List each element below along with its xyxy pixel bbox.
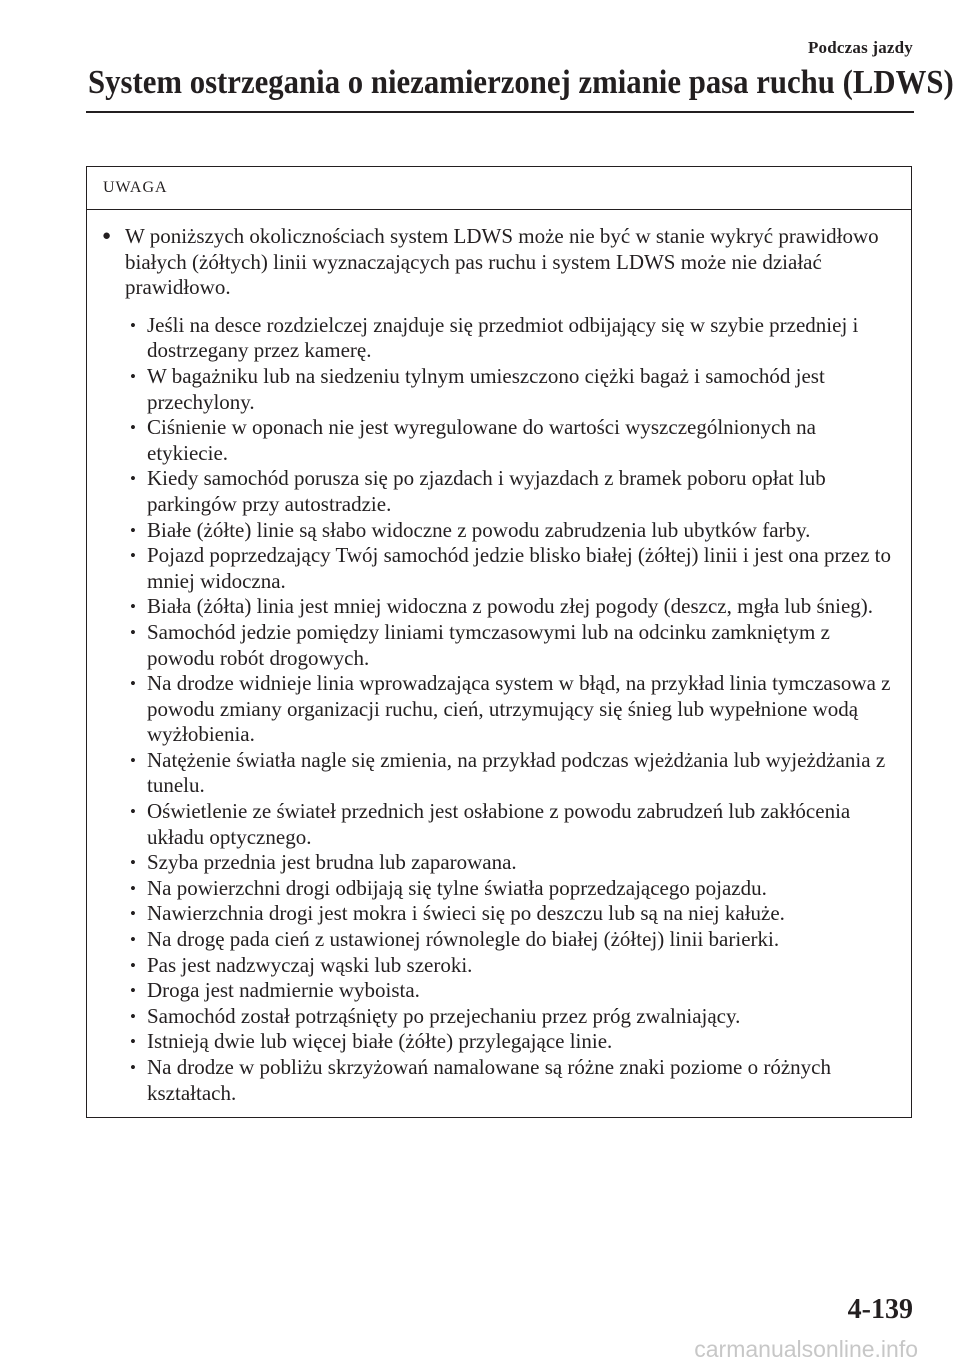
list-item-text: Istnieją dwie lub więcej białe (żółte) przylegające linie.: [147, 1029, 613, 1054]
bullet-icon: •: [130, 1058, 136, 1077]
list-item: [130, 543, 891, 594]
bullet-icon: •: [130, 1006, 136, 1026]
bullet-icon: •: [130, 546, 136, 566]
bullet-icon: •: [130, 853, 136, 873]
list-item: [130, 1029, 891, 1055]
section-label: Podczas jazdy: [807, 38, 913, 57]
list-item-text: Biała (żółta) linia jest mniej widoczna z powodu złej pogody (deszcz, mgła lub śnieg).: [147, 594, 874, 619]
bullet-icon: •: [130, 981, 136, 1001]
list-item-text: Pas jest nadzwyczaj wąski lub szeroki.: [147, 952, 473, 977]
bullet-icon: •: [130, 904, 136, 924]
list-item-text: Oświetlenie ze świateł przednich jest osłabione z powodu zabrudzeń lub zakłócenia układu optycznego.: [147, 799, 851, 849]
bullet-icon: •: [130, 418, 136, 438]
list-item: [130, 875, 891, 902]
bullet-icon: •: [130, 315, 136, 335]
list-item: [130, 799, 891, 850]
list-item: [130, 594, 891, 620]
bullet-icon: •: [130, 750, 136, 770]
list-item: [130, 952, 891, 979]
list-item: [130, 671, 891, 748]
list-item-text: Ciśnienie w oponach nie jest wyregulowane do wartości wyszczególnionych na etykiecie.: [147, 415, 816, 465]
list-item-text: Szyba przednia jest brudna lub zaparowana.: [147, 850, 517, 875]
note-main-item: [102, 224, 891, 301]
list-item-text: Samochód został potrząśnięty po przejechaniu przez próg zwalniający.: [147, 1003, 741, 1028]
bullet-icon: •: [130, 520, 136, 540]
bullet-icon: •: [130, 1032, 136, 1052]
list-item-text: Droga jest nadmiernie wyboista.: [147, 978, 420, 1003]
list-item: [130, 619, 891, 671]
bullet-icon: •: [130, 597, 136, 617]
list-item: [130, 1055, 891, 1106]
list-item-text: Na drogę pada cień z ustawionej równolegle do białej (żółtej) linii barierki.: [147, 927, 780, 952]
list-item-text: Na drodze widnieje linia wprowadzająca system w błąd, na przykład linia tymczasowa z powodu zmiany organizacji ruchu, cień, utrzymujący się śnieg lub wypełnione wodą wyżłobienia.: [147, 671, 891, 747]
list-item: [130, 312, 891, 364]
bullet-icon: •: [130, 930, 136, 950]
list-item-text: Samochód jedzie pomiędzy liniami tymczasowymi lub na odcinku zamkniętym z powodu robót drogowych.: [147, 619, 830, 670]
note-header: UWAGA: [87, 167, 911, 210]
list-item-text: Na powierzchni drogi odbijają się tylne światła poprzedzającego pojazdu.: [147, 875, 767, 900]
list-item: [130, 466, 891, 517]
list-item: [130, 850, 891, 876]
list-item: [130, 415, 891, 466]
list-item-text: Nawierzchnia drogi jest mokra i świeci się po deszczu lub są na niej kałuże.: [147, 901, 785, 926]
list-item: [130, 517, 891, 544]
list-item-text: Pojazd poprzedzający Twój samochód jedzie blisko białej (żółtej) linii i jest ona przez to mniej widoczna.: [147, 543, 891, 593]
list-item: [130, 363, 891, 415]
list-item-text: Białe (żółte) linie są słabo widoczne z powodu zabrudzenia lub ubytków farby.: [147, 517, 811, 542]
bullet-icon: •: [130, 674, 136, 694]
bullet-icon: •: [130, 469, 136, 489]
list-item-text: Jeśli na desce rozdzielczej znajduje się przedmiot odbijający się w szybie przedniej i dostrzegany przez kamerę.: [147, 312, 859, 363]
list-item: [130, 927, 891, 953]
bullet-icon: •: [130, 802, 136, 822]
list-item-text: Na drodze w pobliżu skrzyżowań namalowane są różne znaki poziome o różnych kształtach.: [147, 1055, 831, 1105]
bullet-icon: •: [130, 366, 136, 386]
bullet-icon: •: [130, 878, 136, 898]
page-title: System ostrzegania o niezamierzonej zmianie pasa ruchu (LDWS): [88, 64, 954, 101]
bullet-icon: •: [130, 622, 136, 642]
list-item: [130, 1003, 891, 1030]
note-box: [86, 166, 912, 1118]
title-divider: [86, 111, 914, 113]
note-main-text: W poniższych okolicznościach system LDWS może nie być w stanie wykryć prawidłowo białych (żółtych) linii wyznaczających pas ruchu i system LDWS może nie działać prawidłowo.: [125, 224, 879, 300]
list-item: [130, 901, 891, 927]
list-item-text: W bagażniku lub na siedzeniu tylnym umieszczono ciężki bagaż i samochód jest przechylony.: [147, 363, 825, 414]
page-number: 4-139: [847, 1294, 913, 1325]
bullet-icon: •: [130, 955, 136, 975]
list-item: [130, 747, 891, 799]
main-bullet-icon: ●: [102, 228, 112, 244]
watermark: carmanualsonline.info: [694, 1336, 918, 1362]
list-item-text: Natężenie światła nagle się zmienia, na przykład podczas wjeżdżania lub wyjeżdżania z tunelu.: [147, 747, 886, 798]
note-body: [87, 210, 911, 1106]
list-item-text: Kiedy samochód porusza się po zjazdach i wyjazdach z bramek poboru opłat lub parkingów przy autostradzie.: [147, 466, 826, 516]
list-item: [130, 978, 891, 1004]
condition-list: [130, 312, 891, 1106]
